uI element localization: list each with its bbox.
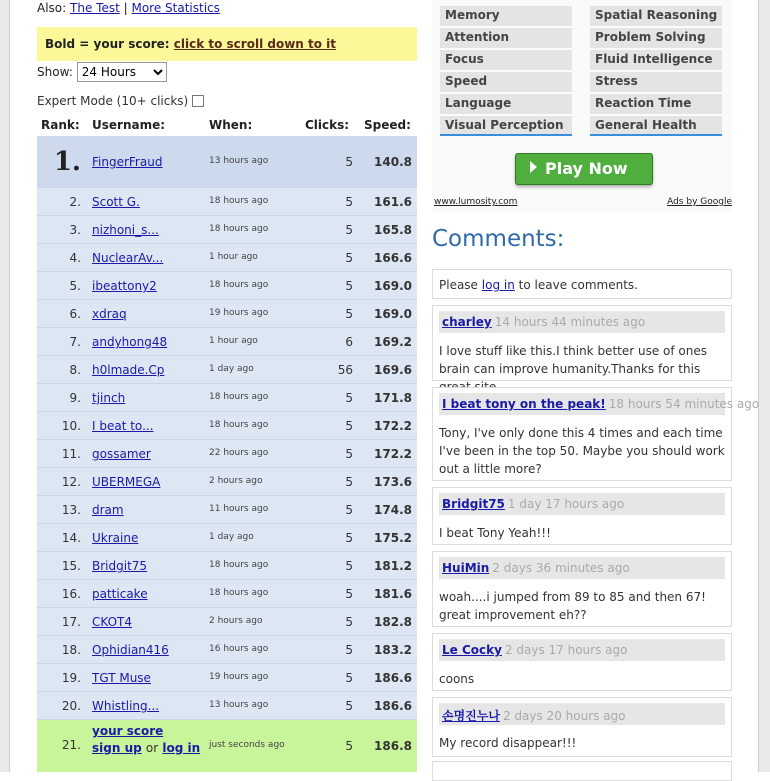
- clicks-cell: 5: [345, 559, 353, 573]
- scroll-to-score-link[interactable]: click to scroll down to it: [173, 37, 337, 51]
- rank-cell: 19.: [61, 671, 81, 685]
- expert-mode-checkbox[interactable]: [192, 95, 204, 107]
- comment: [432, 551, 732, 627]
- play-now-button[interactable]: [515, 153, 653, 185]
- rank-cell: 21.: [61, 738, 81, 752]
- comment: [432, 487, 732, 545]
- speed-cell: 183.2: [374, 643, 412, 657]
- rank-cell: 6.: [69, 307, 81, 321]
- table-row: [37, 188, 417, 216]
- clicks-cell: 5: [345, 643, 353, 657]
- comment: [432, 633, 732, 691]
- window-frame-left: [0, 0, 10, 772]
- comment-text: I love stuff like this.I think better use of ones brain can improve humanity.Thanks for this: [439, 344, 707, 376]
- ad-tag[interactable]: Problem Solving: [590, 28, 722, 48]
- clicks-cell: 5: [345, 587, 353, 601]
- rank-cell: 17.: [61, 615, 81, 629]
- play-now-label: Play Now: [545, 159, 628, 178]
- clicks-cell: 5: [345, 391, 353, 405]
- when-cell: 18 hours ago: [209, 560, 269, 570]
- comment-header: [439, 639, 725, 661]
- table-row: [37, 580, 417, 608]
- speed-cell: 165.8: [374, 223, 412, 237]
- comment-author-link[interactable]: 손명진누나: [442, 709, 500, 723]
- comment-time: 2 days 20 hours ago: [502, 709, 626, 723]
- comment-author-link[interactable]: Le Cocky: [442, 643, 502, 657]
- also-separator: |: [123, 1, 128, 15]
- speed-cell: 172.2: [374, 419, 412, 433]
- speed-cell: 169.0: [374, 307, 412, 321]
- rank-cell: 20.: [61, 699, 81, 713]
- when-header: When:: [209, 118, 253, 132]
- or-text: or: [145, 741, 159, 755]
- rank-cell: 10.: [61, 419, 81, 433]
- comment-text: coons: [439, 672, 475, 686]
- table-row: [37, 524, 417, 552]
- rank-cell: 14.: [61, 531, 81, 545]
- comment-header: [439, 393, 760, 415]
- rank-cell: 13.: [61, 503, 81, 517]
- note-prefix: Bold = your score:: [45, 37, 170, 51]
- the-test-link[interactable]: The Test: [70, 1, 120, 15]
- clicks-header: Clicks:: [305, 118, 350, 132]
- ad-tag[interactable]: Reaction Time: [590, 94, 722, 114]
- rank-cell: 15.: [61, 559, 81, 573]
- comment-text: My record disappear!!!: [439, 736, 577, 750]
- comments-login-link[interactable]: log in: [481, 278, 515, 292]
- table-row: [37, 412, 417, 440]
- comment-text: Tony, I've only done this 4 times and each time I've been in the top 50. Maybe you should work out a little more?: [439, 426, 725, 476]
- comment-author-link[interactable]: HuiMin: [442, 561, 490, 575]
- when-cell: 18 hours ago: [209, 224, 269, 234]
- speed-cell: 175.2: [374, 531, 412, 545]
- comment-header: [439, 493, 725, 515]
- ad-tag[interactable]: Stress: [590, 72, 722, 92]
- rank-cell: 1.: [53, 147, 81, 177]
- clicks-cell: 5: [345, 307, 353, 321]
- ad-tag[interactable]: Spatial Reasoning: [590, 6, 722, 26]
- rank-cell: 4.: [69, 251, 81, 265]
- rank-cell: 11.: [61, 447, 81, 461]
- show-filter: [37, 62, 167, 82]
- table-row: [37, 216, 417, 244]
- speed-cell: 173.6: [374, 475, 412, 489]
- speed-cell: 181.2: [374, 559, 412, 573]
- ad-tag[interactable]: Memory: [440, 6, 572, 26]
- username-link[interactable]: gossamer: [92, 447, 151, 461]
- table-row: [37, 664, 417, 692]
- rank-cell: 9.: [69, 391, 81, 405]
- your-score-user: [92, 723, 200, 757]
- speed-cell: 169.6: [374, 363, 412, 377]
- username-link[interactable]: Ophidian416: [92, 643, 169, 657]
- speed-cell: 186.6: [374, 671, 412, 685]
- when-cell: 18 hours ago: [209, 196, 269, 206]
- username-link[interactable]: Bridgit75: [92, 559, 148, 573]
- speed-cell: 161.6: [374, 195, 412, 209]
- speed-cell: 172.2: [374, 447, 412, 461]
- speed-cell: 166.6: [374, 251, 412, 265]
- your-score-note: [37, 27, 417, 61]
- rank-cell: 18.: [61, 643, 81, 657]
- play-triangle-icon: [530, 161, 537, 173]
- table-row: [37, 244, 417, 272]
- table-row: [37, 636, 417, 664]
- username-link[interactable]: TGT Muse: [92, 671, 151, 685]
- rank-cell: 16.: [61, 587, 81, 601]
- when-cell: 22 hours ago: [209, 448, 269, 458]
- speed-cell: 186.8: [374, 739, 412, 753]
- leaderboard-header: [37, 116, 417, 136]
- expert-mode-label: Expert Mode (10+ clicks): [37, 94, 189, 108]
- expert-mode: [37, 94, 204, 108]
- clicks-cell: 5: [345, 503, 353, 517]
- table-row: [37, 468, 417, 496]
- speed-cell: 174.8: [374, 503, 412, 517]
- your-score-link[interactable]: your score: [92, 724, 164, 738]
- when-cell: 2 hours ago: [209, 476, 263, 486]
- window-frame-right: [758, 0, 770, 772]
- comment-time: 14 hours 44 minutes ago: [494, 315, 646, 329]
- table-row: [37, 608, 417, 636]
- clicks-cell: 6: [345, 335, 353, 349]
- when-cell: 13 hours ago: [209, 156, 269, 166]
- username-link[interactable]: FingerFraud: [92, 155, 163, 169]
- table-row: [37, 496, 417, 524]
- comment-time: 2 days 36 minutes ago: [492, 561, 630, 575]
- ad-tag[interactable]: Language: [440, 94, 572, 114]
- show-label: Show:: [37, 65, 73, 79]
- when-cell: 19 hours ago: [209, 672, 269, 682]
- speed-header: Speed:: [364, 118, 411, 132]
- comment-time: 1 day 17 hours ago: [507, 497, 625, 511]
- username-link[interactable]: NuclearAv...: [92, 251, 164, 265]
- table-row: [37, 692, 417, 720]
- clicks-cell: 5: [345, 699, 353, 713]
- clicks-cell: 5: [345, 739, 353, 753]
- username-link[interactable]: Whistling...: [92, 699, 160, 713]
- comment-partial: [432, 761, 732, 781]
- rank-header: Rank:: [41, 118, 80, 132]
- clicks-cell: 5: [345, 671, 353, 685]
- speed-cell: 171.8: [374, 391, 412, 405]
- table-row: [37, 356, 417, 384]
- table-row: [37, 136, 417, 188]
- login-prefix: Please: [439, 278, 478, 292]
- speed-cell: 181.6: [374, 587, 412, 601]
- when-cell: 19 hours ago: [209, 308, 269, 318]
- comment-author-link[interactable]: I beat tony on the peak!: [442, 397, 606, 411]
- when-cell: 11 hours ago: [209, 504, 269, 514]
- ad-tag[interactable]: Focus: [440, 50, 572, 70]
- speed-cell: 169.2: [374, 335, 412, 349]
- when-cell: 1 day ago: [209, 364, 254, 374]
- username-link[interactable]: andyhong48: [92, 335, 168, 349]
- username-link[interactable]: h0lmade.Cp: [92, 363, 165, 377]
- comment-text: woah....i jumped from 89 to 85 and then 67! great improvement eh??: [439, 590, 706, 622]
- when-cell: 1 day ago: [209, 532, 254, 542]
- comment-author-link[interactable]: charley: [442, 315, 492, 329]
- lumosity-site-link[interactable]: www.lumosity.com: [434, 197, 518, 207]
- when-cell: 16 hours ago: [209, 644, 269, 654]
- username-link[interactable]: tjinch: [92, 391, 126, 405]
- also-links: [37, 1, 220, 15]
- comment-author-link[interactable]: Bridgit75: [442, 497, 505, 511]
- clicks-cell: 5: [345, 223, 353, 237]
- clicks-cell: 5: [345, 251, 353, 265]
- username-link[interactable]: patticake: [92, 587, 148, 601]
- username-link[interactable]: dram: [92, 503, 124, 517]
- when-cell: 18 hours ago: [209, 588, 269, 598]
- ad-tag[interactable]: General Health: [590, 116, 722, 136]
- rank-cell: 2.: [69, 195, 81, 209]
- clicks-cell: 5: [345, 155, 353, 169]
- clicks-cell: 5: [345, 615, 353, 629]
- login-suffix: to leave comments.: [518, 278, 638, 292]
- speed-cell: 169.0: [374, 279, 412, 293]
- clicks-cell: 5: [345, 279, 353, 293]
- when-cell: 1 hour ago: [209, 336, 258, 346]
- rank-cell: 8.: [69, 363, 81, 377]
- table-row: [37, 300, 417, 328]
- when-cell: 2 hours ago: [209, 616, 263, 626]
- username-link[interactable]: Scott G.: [92, 195, 140, 209]
- login-prompt: [432, 269, 732, 299]
- username-link[interactable]: ibeattony2: [92, 279, 157, 293]
- username-link[interactable]: I beat to...: [92, 419, 154, 433]
- when-cell: 18 hours ago: [209, 280, 269, 290]
- table-row: [37, 328, 417, 356]
- ad-tag[interactable]: Visual Perception: [440, 116, 572, 136]
- also-label: Also:: [37, 1, 67, 15]
- comment-header: [439, 311, 725, 333]
- rank-cell: 5.: [69, 279, 81, 293]
- when-cell: 1 hour ago: [209, 252, 258, 262]
- username-link[interactable]: xdraq: [92, 307, 127, 321]
- comment-header: [439, 557, 725, 579]
- log-in-link[interactable]: log in: [162, 741, 201, 755]
- comment-text: I beat Tony Yeah!!!: [439, 526, 551, 540]
- clicks-cell: 5: [345, 447, 353, 461]
- comments-title: Comments:: [432, 226, 565, 252]
- speed-cell: 186.6: [374, 699, 412, 713]
- leaderboard-rows: [37, 136, 417, 772]
- username-link[interactable]: CKOT4: [92, 615, 133, 629]
- clicks-cell: 5: [345, 475, 353, 489]
- when-cell: just seconds ago: [209, 740, 285, 750]
- comment: [432, 387, 760, 481]
- username-link[interactable]: nizhoni_s...: [92, 223, 159, 237]
- username-link[interactable]: Ukraine: [92, 531, 139, 545]
- ad-tag[interactable]: Fluid Intelligence: [590, 50, 722, 70]
- clicks-cell: 5: [345, 531, 353, 545]
- lumosity-ad[interactable]: [432, 0, 732, 212]
- speed-cell: 140.8: [374, 155, 412, 169]
- speed-cell: 182.8: [374, 615, 412, 629]
- rank-cell: 12.: [61, 475, 81, 489]
- rank-cell: 7.: [69, 335, 81, 349]
- time-range-select[interactable]: [77, 62, 167, 82]
- comment-header: [439, 703, 725, 725]
- clicks-cell: 56: [337, 363, 353, 377]
- table-row: [37, 384, 417, 412]
- ad-tag[interactable]: Speed: [440, 72, 572, 92]
- comment-time: 2 days 17 hours ago: [504, 643, 628, 657]
- when-cell: 18 hours ago: [209, 392, 269, 402]
- when-cell: 18 hours ago: [209, 420, 269, 430]
- table-row: [37, 552, 417, 580]
- username-header: Username:: [92, 118, 166, 132]
- ads-by-google-link[interactable]: Ads by Google: [667, 197, 732, 207]
- clicks-cell: 5: [345, 195, 353, 209]
- comment-time: 18 hours 54 minutes ago: [608, 397, 760, 411]
- comment: [432, 305, 732, 381]
- username-link[interactable]: UBERMEGA: [92, 475, 161, 489]
- rank-cell: 3.: [69, 223, 81, 237]
- more-statistics-link[interactable]: More Statistics: [131, 1, 220, 15]
- clicks-cell: 5: [345, 419, 353, 433]
- when-cell: 13 hours ago: [209, 700, 269, 710]
- table-row: [37, 272, 417, 300]
- ad-tag[interactable]: Attention: [440, 28, 572, 48]
- your-score-row: [37, 720, 417, 772]
- sign-up-link[interactable]: sign up: [92, 741, 142, 755]
- table-row: [37, 440, 417, 468]
- comment: [432, 697, 732, 757]
